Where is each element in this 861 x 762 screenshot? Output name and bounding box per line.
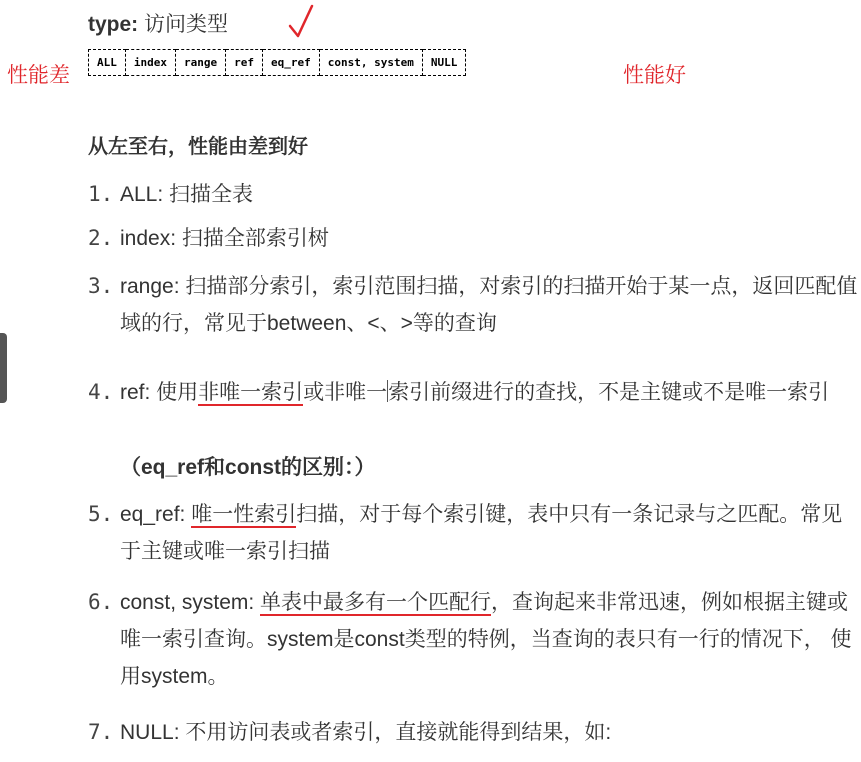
item-number: 1. xyxy=(88,182,114,206)
order-subheading: 从左至右，性能由差到好 xyxy=(88,136,308,158)
item-text: NULL: 不用访问表或者索引，直接就能得到结果，如: xyxy=(120,721,612,744)
type-heading xyxy=(88,8,228,38)
item-number: 6. xyxy=(88,590,114,614)
eq-ref-const-note: （eq_ref和const的区别：） xyxy=(120,456,376,479)
type-cell: NULL xyxy=(422,50,466,76)
type-cell: ref xyxy=(226,50,263,76)
perf-worse-label: 性能差 xyxy=(7,64,70,87)
type-cell: range xyxy=(176,50,226,76)
perf-better-label: 性能好 xyxy=(623,64,686,87)
item-text: ALL: 扫描全表 xyxy=(120,183,254,206)
type-value: 访问类型 xyxy=(144,13,229,36)
scroll-handle[interactable] xyxy=(0,333,7,403)
highlight-underline: 单表中最多有一个匹配行 xyxy=(260,591,492,614)
item-number: 7. xyxy=(88,720,114,744)
type-order-table xyxy=(88,49,466,76)
item-text: ref: 使用非唯一索引或非唯一索引前缀进行的查找，不是主键或不是唯一索引 xyxy=(120,381,830,404)
item-text: range: 扫描部分索引，索引范围扫描，对索引的扫描开始于某一点，返回匹配值域的行，常见于between、<、>等的查询 xyxy=(120,275,858,335)
item-number: 4. xyxy=(88,380,114,404)
type-cell: index xyxy=(125,50,175,76)
type-cell: ALL xyxy=(89,50,126,76)
type-label: type: xyxy=(88,13,139,36)
item-text: eq_ref: 唯一性索引扫描，对于每个索引键，表中只有一条记录与之匹配。常见于主键或唯一索引扫描 xyxy=(120,503,843,563)
item-text: const, system: 单表中最多有一个匹配行，查询起来非常迅速，例如根据主键或唯一索引查询。system是const类型的特例，当查询的表只有一行的情况下， 使用system。 xyxy=(120,591,852,688)
checkmark-icon xyxy=(286,2,316,42)
type-cell: eq_ref xyxy=(263,50,320,76)
highlight-underline: 唯一性索引 xyxy=(191,503,297,526)
item-text: index: 扫描全部索引树 xyxy=(120,227,329,250)
highlight-underline: 非唯一索引 xyxy=(198,381,304,404)
item-number: 5. xyxy=(88,502,114,526)
type-cell: const, system xyxy=(319,50,422,76)
item-number: 3. xyxy=(88,274,114,298)
item-number: 2. xyxy=(88,226,114,250)
